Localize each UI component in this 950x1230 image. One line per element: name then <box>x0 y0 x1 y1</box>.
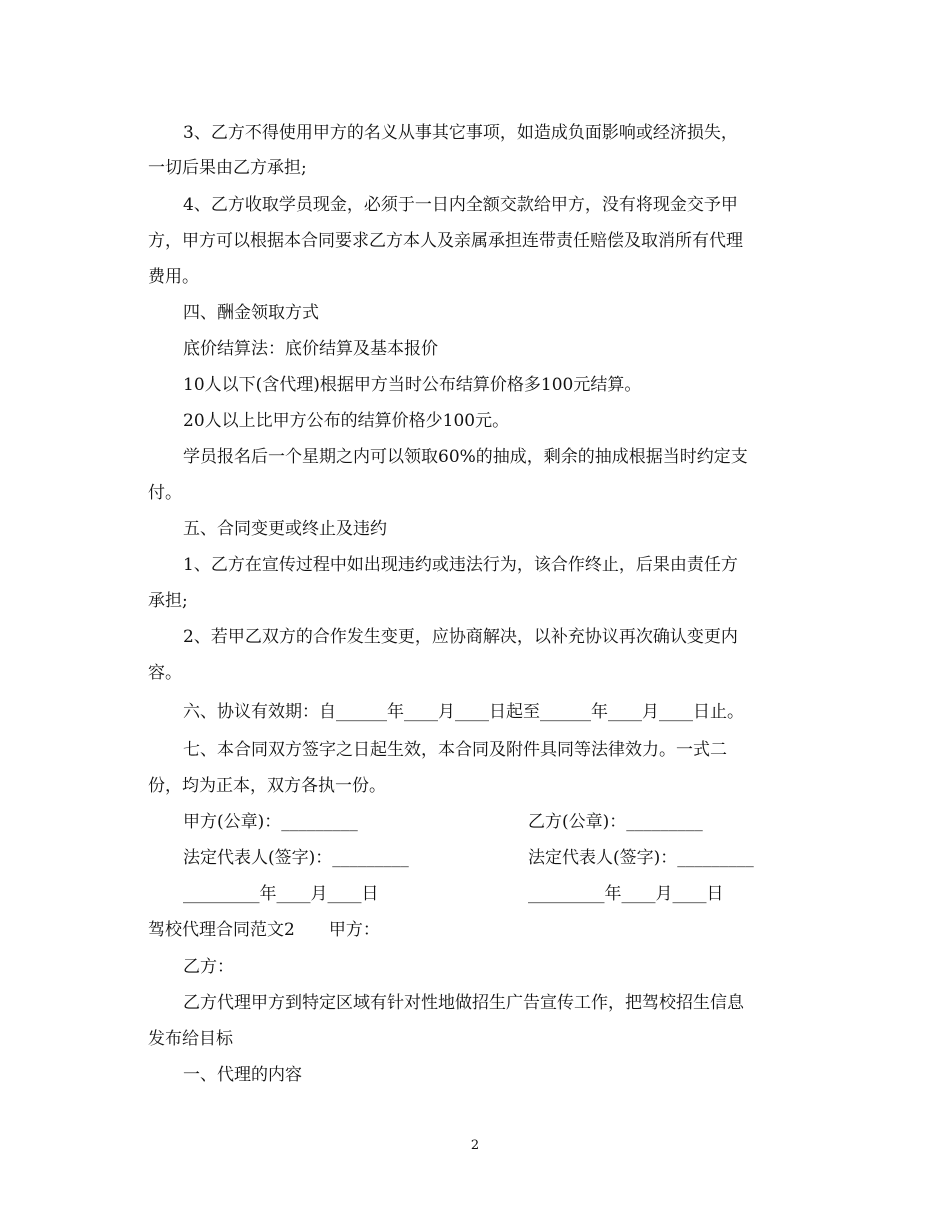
section-5-heading: 五、合同变更或终止及违约 <box>183 519 387 539</box>
clause-4-line-2: 方，甲方可以根据本合同要求乙方本人及亲属承担连带责任赔偿及取消所有代理 <box>148 231 743 251</box>
page-number: 2 <box>470 1138 480 1153</box>
commission-line-2: 付。 <box>148 483 182 503</box>
settlement-rule-1: 10人以下(含代理)根据甲方当时公布结算价格多100元结算。 <box>183 375 642 395</box>
second-contract-title: 驾校代理合同范文2 甲方： <box>148 920 380 940</box>
party-a-seal: 甲方(公章)：_________ <box>183 812 358 832</box>
section-7-line-2: 份，均为正本，双方各执一份。 <box>148 776 386 796</box>
clause-3-line-2: 一切后果由乙方承担; <box>148 158 307 178</box>
party-b-seal: 乙方(公章)：_________ <box>528 812 703 832</box>
settlement-method: 底价结算法：底价结算及基本报价 <box>183 339 438 359</box>
second-contract-section-1: 一、代理的内容 <box>183 1065 302 1085</box>
breach-clause-2-line-1: 2、若甲乙双方的合作发生变更，应协商解决，以补充协议再次确认变更内 <box>183 627 738 647</box>
party-a-representative: 法定代表人(签字)：_________ <box>183 848 409 868</box>
settlement-rule-2: 20人以上比甲方公布的结算价格少100元。 <box>183 411 510 431</box>
clause-4-line-3: 费用。 <box>148 267 199 287</box>
second-contract-party-b: 乙方： <box>183 957 234 977</box>
clause-3-line-1: 3、乙方不得使用甲方的名义从事其它事项，如造成负面影响或经济损失， <box>183 123 738 143</box>
breach-clause-1-line-2: 承担; <box>148 591 188 611</box>
breach-clause-1-line-1: 1、乙方在宣传过程中如出现违约或违法行为，该合作终止，后果由责任方 <box>183 555 738 575</box>
section-4-heading: 四、酬金领取方式 <box>183 303 319 323</box>
second-contract-intro-line-2: 发布给目标 <box>148 1029 233 1049</box>
party-b-date: _________年____月____日 <box>528 884 724 904</box>
section-7-line-1: 七、本合同双方签字之日起生效，本合同及附件具同等法律效力。一式二 <box>183 740 727 760</box>
section-6-validity: 六、协议有效期：自______年____月____日起至______年____月____日止。 <box>183 702 744 722</box>
commission-line-1: 学员报名后一个星期之内可以领取60%的抽成，剩余的抽成根据当时约定支 <box>183 447 748 467</box>
second-contract-intro-line-1: 乙方代理甲方到特定区域有针对性地做招生广告宣传工作，把驾校招生信息 <box>183 993 744 1013</box>
party-b-representative: 法定代表人(签字)：_________ <box>528 848 754 868</box>
clause-4-line-1: 4、乙方收取学员现金，必须于一日内全额交款给甲方，没有将现金交予甲 <box>183 195 738 215</box>
party-a-date: _________年____月____日 <box>183 884 379 904</box>
breach-clause-2-line-2: 容。 <box>148 663 182 683</box>
